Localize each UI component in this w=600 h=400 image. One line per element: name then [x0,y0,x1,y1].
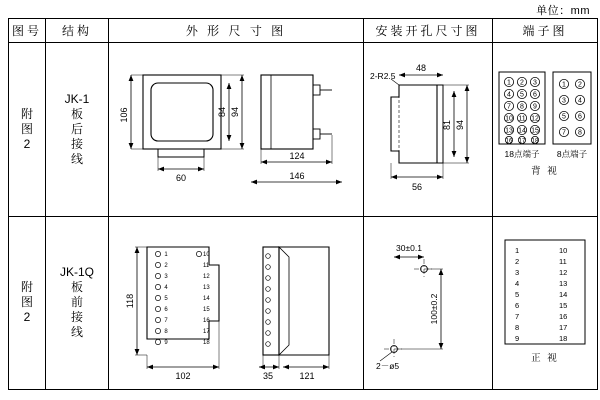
row2-drawing-no [9,216,46,390]
row1-structure-line-2: 板 [70,106,83,121]
row2-pin-left-1: 1 [164,251,168,258]
row1-drawing-no [9,43,46,216]
row1-dim-81: 81 [442,120,452,131]
row1-term-right-5: 5 [562,113,566,121]
row2-pin-right-7: 16 [203,317,210,324]
row1-dim-84: 84 [217,107,227,118]
row2-dim-102: 102 [175,370,191,381]
row1-term-left-14: 14 [518,127,526,135]
row1-structure-line-4: 接 [70,136,83,151]
row2-pin-right-3: 12 [203,273,210,280]
row1-no-line-1: 附 [20,106,33,121]
row1-structure-line-5: 线 [70,151,83,166]
row2-view-label: 正 视 [531,352,559,364]
row1-no-line-2: 图 [20,121,33,136]
row1-term-left-15: 15 [531,127,539,135]
row1-dim-56: 56 [411,182,423,193]
header-structure: 结构 [46,19,109,43]
header-drawing-no: 图号 [9,19,46,43]
row1-term-left-6: 6 [533,91,537,99]
row2-term-left-2: 2 [515,256,520,266]
row2-pin-right-1: 10 [203,251,210,258]
row2-pin-left-9: 9 [164,339,168,346]
row1-term-left-10: 10 [505,115,513,123]
row1-term-left-5: 5 [520,91,524,99]
row1-terminal-svg [495,54,595,204]
row2-pin-right-8: 17 [203,328,210,335]
row2-terminal-drawing [493,216,598,390]
table-header-row [9,19,598,43]
row2-mounting-svg [366,223,490,383]
row2-term-right-8: 17 [559,322,568,332]
row1-mounting-drawing [364,43,493,216]
row1-mounting-svg [366,49,490,209]
row1-caption-18point: 18点端子 [504,149,540,160]
row2-pin-right-2: 11 [203,262,210,269]
row2-structure-line-5: 线 [70,325,83,340]
row2-dim-35: 35 [262,370,274,381]
row2-term-left-5: 5 [515,289,520,299]
row2-structure-line-3: 前 [70,295,83,310]
row2-pin-right-4: 13 [203,284,210,291]
row1-note-r25: 2-R2.5 [370,71,396,82]
row1-term-left-8: 8 [520,103,524,111]
row1-dim-106: 106 [119,107,129,123]
row1-term-left-1: 1 [507,79,511,87]
row2-pin-left-4: 4 [164,284,168,291]
row2-structure [46,216,109,390]
row1-view-label: 背 视 [531,166,559,178]
row1-structure-line-3: 后 [70,121,83,136]
row2-term-left-3: 3 [515,267,520,277]
unit-note: 单位：mm [536,5,590,17]
row1-term-left-4: 4 [507,91,511,99]
row2-outline-drawing [109,216,364,390]
row1-term-left-3: 3 [533,79,537,87]
row1-structure [46,43,109,216]
row1-term-right-4: 4 [578,97,582,105]
row1-term-left-17: 17 [518,138,526,145]
row1-term-left-12: 12 [531,115,539,123]
row2-terminal-svg [495,228,595,378]
row1-dim-48: 48 [415,63,427,74]
row2-term-right-5: 14 [559,289,568,299]
row2-term-left-7: 7 [515,311,520,321]
row1-terminal-drawing [493,43,598,216]
row2-term-left-1: 1 [515,245,520,255]
row2-term-left-4: 4 [515,278,520,288]
row1-term-left-18: 18 [531,138,539,145]
row2-structure-line-4: 接 [70,310,83,325]
row1-caption-8point: 8点端子 [556,149,588,160]
row1-dim-94: 94 [230,107,240,118]
row2-outline-svg [111,223,361,383]
row2-term-right-4: 13 [559,278,568,288]
row2-dim-118: 118 [125,293,135,308]
row2-dim-100: 100±0.2 [429,293,439,325]
row2-term-right-6: 15 [559,300,568,310]
row1-dim-60: 60 [175,173,187,184]
row1-outline-svg [111,49,361,209]
row2-pin-left-3: 3 [164,273,168,280]
row2-pin-right-6: 15 [203,306,210,313]
row2-term-right-1: 10 [559,245,568,255]
row1-dim-146: 146 [289,171,305,182]
row2-term-left-9: 9 [515,333,520,343]
row2-pin-left-7: 7 [164,317,168,324]
row2-dim-30: 30±0.1 [396,242,422,253]
row2-no-line-1: 附 [20,280,33,295]
row2-term-left-6: 6 [515,300,520,310]
row2-term-right-2: 11 [559,256,567,266]
row2-pin-right-9: 18 [203,339,210,346]
row2-pin-left-2: 2 [164,262,168,269]
row2-pin-left-5: 5 [164,295,168,302]
row1-term-right-1: 1 [562,81,566,89]
row2-hole-note: 2－ø5 [376,360,400,371]
row2-structure-line-1: JK-1Q [59,265,94,280]
row1-outline-drawing [109,43,364,216]
row1-term-left-2: 2 [520,79,524,87]
row2-pin-left-8: 8 [164,328,168,335]
header-terminal-drawing: 端子图 [493,19,598,43]
row2-term-right-3: 12 [559,267,568,277]
row2-no-line-3: 2 [23,310,31,325]
row1-dim-94b: 94 [455,120,465,131]
row1-term-left-9: 9 [533,103,537,111]
header-outline-drawing: 外 形 尺 寸 图 [109,19,364,43]
row1-term-left-16: 16 [505,138,513,145]
dimension-table [8,18,598,390]
row2-pin-right-5: 14 [203,295,210,302]
row1-no-line-3: 2 [23,136,31,151]
row2-mounting-drawing [364,216,493,390]
row1-term-right-2: 2 [578,81,582,89]
table-row [9,43,598,216]
row1-dim-124: 124 [289,151,305,162]
row1-term-left-7: 7 [507,103,511,111]
row1-term-right-6: 6 [578,113,582,121]
row2-no-line-2: 图 [20,295,33,310]
row1-term-left-11: 11 [518,115,526,123]
table-row [9,216,598,390]
row2-term-right-9: 18 [559,333,568,343]
row2-structure-line-2: 板 [70,280,83,295]
row2-term-left-8: 8 [515,322,520,332]
row1-term-right-3: 3 [562,97,566,105]
row2-pin-left-6: 6 [164,306,168,313]
header-mounting-drawing: 安装开孔尺寸图 [364,19,493,43]
row1-term-right-8: 8 [578,129,582,137]
row1-term-right-7: 7 [562,129,566,137]
row2-term-right-7: 16 [559,311,568,321]
row1-term-left-13: 13 [505,127,513,135]
row2-dim-121: 121 [299,370,315,381]
row1-structure-line-1: JK-1 [64,91,90,106]
